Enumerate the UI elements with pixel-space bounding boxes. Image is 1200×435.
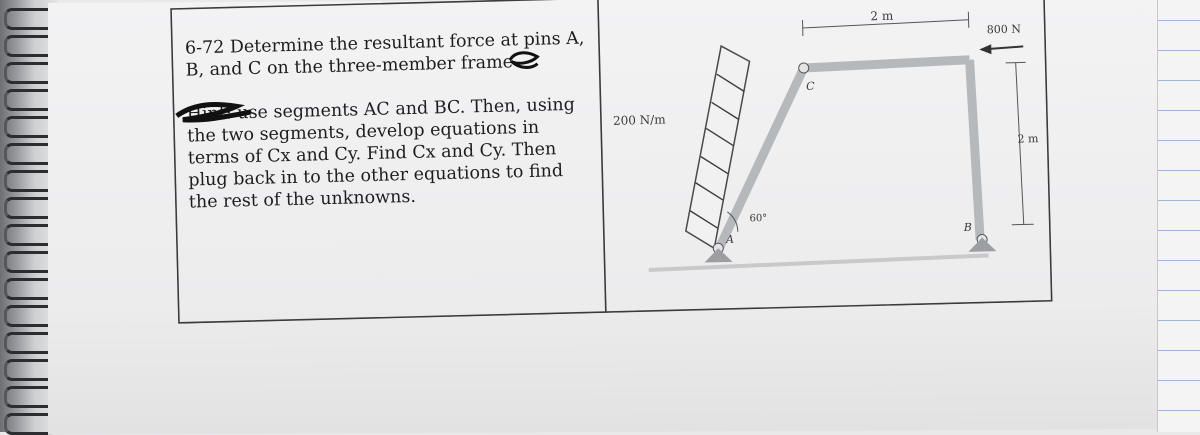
support-b [968,237,996,252]
ruled-line [1158,140,1200,141]
ruled-line [1158,230,1200,231]
frame-figure [602,0,1049,303]
ink-scribble [507,49,542,72]
ruled-line [1158,20,1200,21]
hint-line-1: Hint: use segments AC and BC. Then, using [186,93,596,125]
member-cb-vertical [970,60,981,240]
force-label: 800 N [987,22,1022,36]
ruled-line [1158,380,1200,381]
angle-label: 60° [749,213,767,224]
ruled-line [1158,260,1200,261]
ruled-line [1158,320,1200,321]
member-cb-top [804,60,970,68]
ink-scribble-hint [174,98,255,124]
pin-c-label: C [806,80,815,93]
hint-line-4: plug back in to the other equations to find [188,159,598,191]
problem-title [185,27,596,81]
hint-line-2: the two segments, develop equations in [187,115,597,147]
pin-a-label: A [725,233,734,246]
dim-right-label: 2 m [1017,132,1039,146]
pin-b-label: B [963,221,972,234]
ground-line [649,255,989,270]
hint-line-5: the rest of the unknowns. [189,181,599,213]
dim-top-label: 2 m [870,9,894,24]
ruled-line [1158,170,1200,171]
ruled-line [1158,290,1200,291]
hint-line-3: terms of Cx and Cy. Find Cx and Cy. Then [188,137,598,169]
distributed-load-block [681,45,754,249]
problem-statement [185,27,600,233]
ruled-line [1158,50,1200,51]
load-label: 200 N/m [613,112,667,127]
ruled-line [1158,80,1200,81]
support-a [704,248,732,263]
pin-c-dot [799,63,809,73]
ruled-line [1158,110,1200,111]
problem-line-1: 6-72 Determine the resultant force at pins A, [185,27,595,59]
ruled-line [1158,350,1200,351]
problem-table [170,0,1053,324]
ruled-line [1158,200,1200,201]
notebook-right-edge [1157,0,1200,432]
problem-line-2: B, and C on the three-member frame [185,49,595,81]
ruled-line [1158,410,1200,411]
